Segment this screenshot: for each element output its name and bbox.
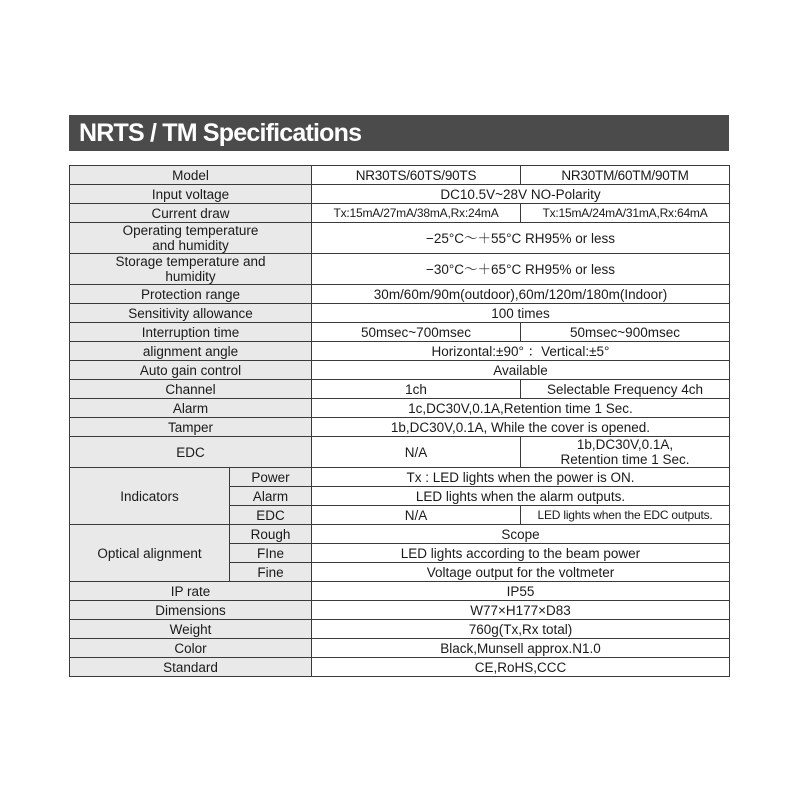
protection-range-label: Protection range — [70, 285, 312, 304]
input-voltage-label: Input voltage — [70, 185, 312, 204]
optical-alignment-fine-led-label: FIne — [230, 544, 312, 563]
optical-alignment-fine-voltage-value: Voltage output for the voltmeter — [312, 563, 730, 582]
row-current-draw — [70, 204, 730, 223]
alignment-angle-value: Horizontal:±90° ：Vertical:±5° — [312, 342, 730, 361]
tamper-label: Tamper — [70, 418, 312, 437]
indicators-label: Indicators — [70, 468, 230, 525]
indicators-edc-ts-value: N/A — [312, 506, 521, 525]
interruption-time-label: Interruption time — [70, 323, 312, 342]
row-alignment-angle — [70, 342, 730, 361]
optical-alignment-fine-led-value: LED lights according to the beam power — [312, 544, 730, 563]
current-draw-label: Current draw — [70, 204, 312, 223]
row-alarm — [70, 399, 730, 418]
edc-tm-value — [521, 437, 730, 468]
storage-temperature-label-line1: Storage temperature and — [115, 254, 266, 269]
indicators-power-value: Tx : LED lights when the power is ON. — [312, 468, 730, 487]
edc-tm-value-line2: Retention time 1 Sec. — [560, 452, 690, 467]
alarm-label: Alarm — [70, 399, 312, 418]
input-voltage-value: DC10.5V~28V NO-Polarity — [312, 185, 730, 204]
dimensions-value: W77×H177×D83 — [312, 601, 730, 620]
color-value: Black,Munsell approx.N1.0 — [312, 639, 730, 658]
operating-temperature-value: −25°C～＋55°C RH95% or less — [312, 223, 730, 254]
row-sensitivity-allowance — [70, 304, 730, 323]
storage-temperature-label — [70, 254, 312, 285]
indicators-alarm-value: LED lights when the alarm outputs. — [312, 487, 730, 506]
indicators-alarm-label: Alarm — [230, 487, 312, 506]
row-tamper — [70, 418, 730, 437]
auto-gain-control-label: Auto gain control — [70, 361, 312, 380]
alarm-value: 1c,DC30V,0.1A,Retention time 1 Sec. — [312, 399, 730, 418]
interruption-time-tm-value: 50msec~900msec — [521, 323, 730, 342]
alignment-angle-label: alignment angle — [70, 342, 312, 361]
optical-alignment-label: Optical alignment — [70, 525, 230, 582]
optical-alignment-rough-value: Scope — [312, 525, 730, 544]
row-color — [70, 639, 730, 658]
model-ts-value: NR30TS/60TS/90TS — [312, 166, 521, 185]
edc-label: EDC — [70, 437, 312, 468]
sensitivity-allowance-label: Sensitivity allowance — [70, 304, 312, 323]
operating-temperature-label-line2: and humidity — [152, 238, 229, 253]
color-label: Color — [70, 639, 312, 658]
row-channel — [70, 380, 730, 399]
storage-temperature-label-line2: humidity — [165, 269, 216, 284]
weight-value: 760g(Tx,Rx total) — [312, 620, 730, 639]
row-operating-temperature — [70, 223, 730, 254]
row-interruption-time — [70, 323, 730, 342]
row-edc — [70, 437, 730, 468]
indicators-power-label: Power — [230, 468, 312, 487]
edc-ts-value: N/A — [312, 437, 521, 468]
row-indicators-power — [70, 468, 730, 487]
row-auto-gain-control — [70, 361, 730, 380]
page-title: NRTS / TM Specifications — [69, 115, 729, 151]
channel-ts-value: 1ch — [312, 380, 521, 399]
optical-alignment-fine-voltage-label: Fine — [230, 563, 312, 582]
row-storage-temperature — [70, 254, 730, 285]
standard-value: CE,RoHS,CCC — [312, 658, 730, 677]
model-label: Model — [70, 166, 312, 185]
operating-temperature-label-line1: Operating temperature — [122, 223, 259, 238]
channel-label: Channel — [70, 380, 312, 399]
sensitivity-allowance-value: 100 times — [312, 304, 730, 323]
row-protection-range — [70, 285, 730, 304]
specifications-table — [69, 165, 730, 677]
row-weight — [70, 620, 730, 639]
edc-tm-value-line1: 1b,DC30V,0.1A, — [576, 437, 674, 452]
row-input-voltage — [70, 185, 730, 204]
storage-temperature-value: −30°C～＋65°C RH95% or less — [312, 254, 730, 285]
row-model — [70, 166, 730, 185]
interruption-time-ts-value: 50msec~700msec — [312, 323, 521, 342]
auto-gain-control-value: Available — [312, 361, 730, 380]
optical-alignment-rough-label: Rough — [230, 525, 312, 544]
row-dimensions — [70, 601, 730, 620]
operating-temperature-label — [70, 223, 312, 254]
indicators-edc-label: EDC — [230, 506, 312, 525]
current-draw-tm-value: Tx:15mA/24mA/31mA,Rx:64mA — [521, 204, 730, 223]
tamper-value: 1b,DC30V,0.1A, While the cover is opened. — [312, 418, 730, 437]
indicators-edc-tm-value: LED lights when the EDC outputs. — [521, 506, 730, 525]
row-ip-rate — [70, 582, 730, 601]
row-optical-alignment-rough — [70, 525, 730, 544]
weight-label: Weight — [70, 620, 312, 639]
protection-range-value: 30m/60m/90m(outdoor),60m/120m/180m(Indoor) — [312, 285, 730, 304]
dimensions-label: Dimensions — [70, 601, 312, 620]
standard-label: Standard — [70, 658, 312, 677]
model-tm-value: NR30TM/60TM/90TM — [521, 166, 730, 185]
ip-rate-value: IP55 — [312, 582, 730, 601]
current-draw-ts-value: Tx:15mA/27mA/38mA,Rx:24mA — [312, 204, 521, 223]
ip-rate-label: IP rate — [70, 582, 312, 601]
channel-tm-value: Selectable Frequency 4ch — [521, 380, 730, 399]
row-standard — [70, 658, 730, 677]
